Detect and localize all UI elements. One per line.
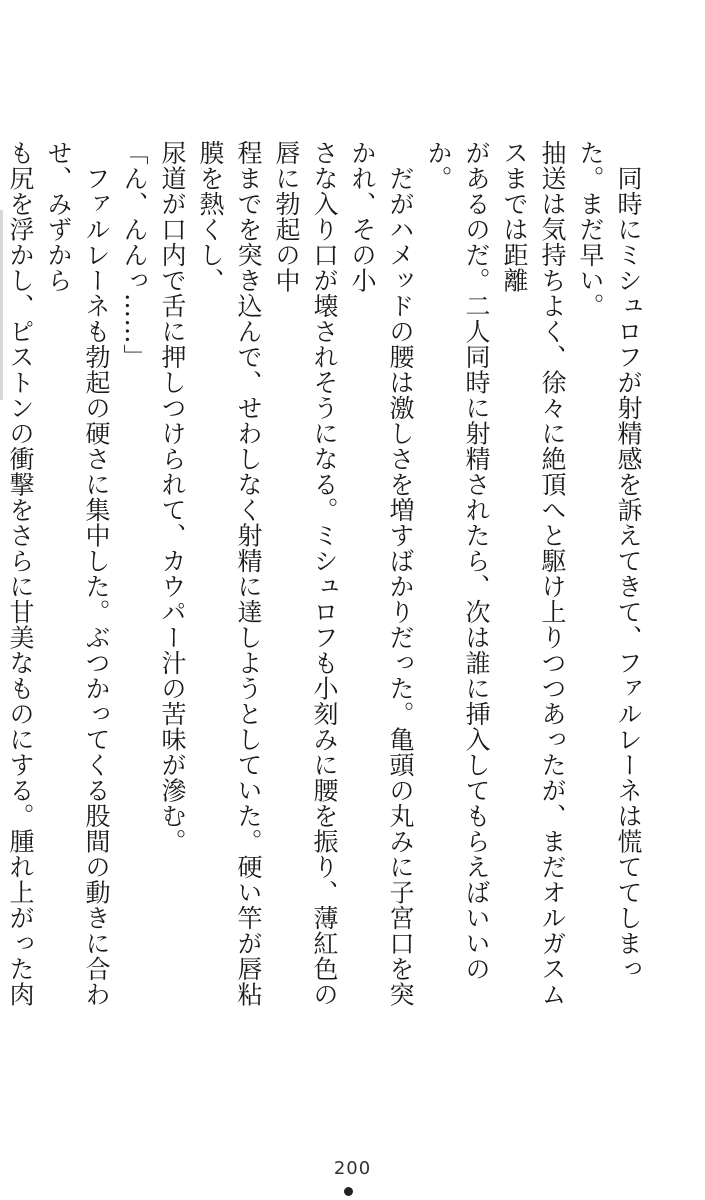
page-marker-dot [344, 1187, 353, 1196]
text-line: だがハメッドの腰は激しさを増すばかりだった。亀頭の丸みに子宮口を突かれ、その小 [348, 140, 415, 1007]
text-line: があるのだ。二人同時に射精されたら、次は誰に挿入してもらえばいいのか。 [424, 140, 491, 982]
text-line: 抽送は気持ちよく、徐々に絶頂へと駆け上りつつあったが、まだオルガスムスまでは距離 [500, 140, 567, 1007]
text-line: 程までを突き込んで、せわしなく射精に達しようとしていた。硬い竿が唇粘膜を熱くし、 [196, 140, 263, 1007]
text-line: 同時にミシュロフが射精感を訴えてきて、ファルレーネは慌ててしまった。まだ早い。 [576, 140, 643, 982]
text-line: 尿道が口内で舌に押しつけられて、カウパー汁の苦味が滲む。 [158, 140, 187, 854]
text-line: ファルレーネも勃起の硬さに集中した。ぶつかってくる股間の動きに合わせ、みずから [44, 140, 111, 1007]
vertical-text-body [0, 140, 647, 1010]
page-number: 200 [333, 1158, 372, 1179]
text-line: 「ん、んんっ……」 [120, 140, 149, 370]
text-line: も尻を浮かし、ピストンの衝撃をさらに甘美なものにする。腫れ上がった肉 [6, 140, 35, 1007]
text-line: さな入り口が壊されそうになる。ミシュロフも小刻みに腰を振り、薄紅色の唇に勃起の中 [272, 140, 339, 1007]
